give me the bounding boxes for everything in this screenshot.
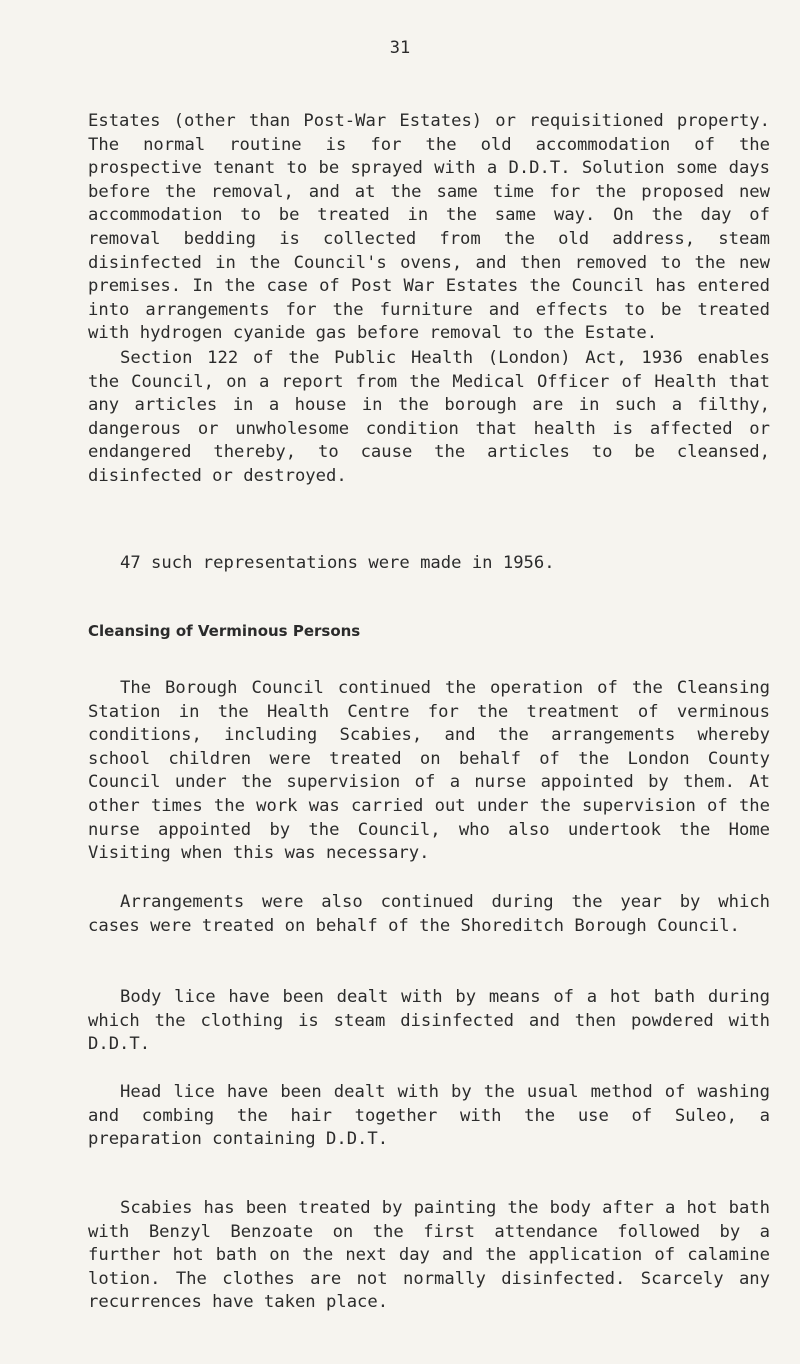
paragraph-head-lice: Head lice have been dealt with by the usual method of washing and combing the hair together with the use of Suleo, a preparation containing D.D.T.	[88, 1082, 770, 1150]
paragraph-body-lice: Body lice have been dealt with by means of a hot bath during which the clothing is steam disinfected and then powdered with D.D.T.	[88, 987, 770, 1055]
paragraph-section-122: Section 122 of the Public Health (London) Act, 1936 enables the Council, on a report from the Medical Officer of Health that any articles in a house in the borough are in such a filthy, dangerous or unwholesome condition that health is affected or endangered thereby, to cause the articles to be cleansed, disinfected or destroyed.	[88, 348, 770, 486]
paragraph-estates: Estates (other than Post-War Estates) or requisitioned property. The normal routine is for the old accommodation of the prospective tenant to be sprayed with a D.D.T. Solution some days before the removal, and at the same time for the proposed new accommodation to be treated in the same way. On the day of removal bedding is collected from the old address, steam disinfected in the Council's ovens, and then removed to the new premises. In the case of Post War Estates the Council has entered into arrangements for the furniture and effects to be treated with hydrogen cyanide gas before removal to the Estate.	[88, 111, 770, 344]
paragraph-representations: 47 such representations were made in 1956.	[120, 553, 555, 573]
paragraph-shoreditch: Arrangements were also continued during the year by which cases were treated on behalf of the Shoreditch Borough Council.	[88, 892, 770, 936]
page-number: 31	[389, 38, 411, 58]
paragraph-cleansing-station: The Borough Council continued the operation of the Cleansing Station in the Health Centre for the treatment of verminous conditions, including Scabies, and the arrangements whereby school children were treated on behalf of the London County Council under the supervision of a nurse appointed by them. At other times the work was carried out under the supervision of the nurse appointed by the Council, who also undertook the Home Visiting when this was necessary.	[88, 678, 770, 864]
paragraph-scabies: Scabies has been treated by painting the body after a hot bath with Benzyl Benzoate on the first attendance followed by a further hot bath on the next day and the application of calamine lotion. The clothes are not normally disinfected. Scarcely any recurrences have taken place.	[88, 1198, 770, 1313]
section-heading: Cleansing of Verminous Persons	[88, 622, 361, 640]
